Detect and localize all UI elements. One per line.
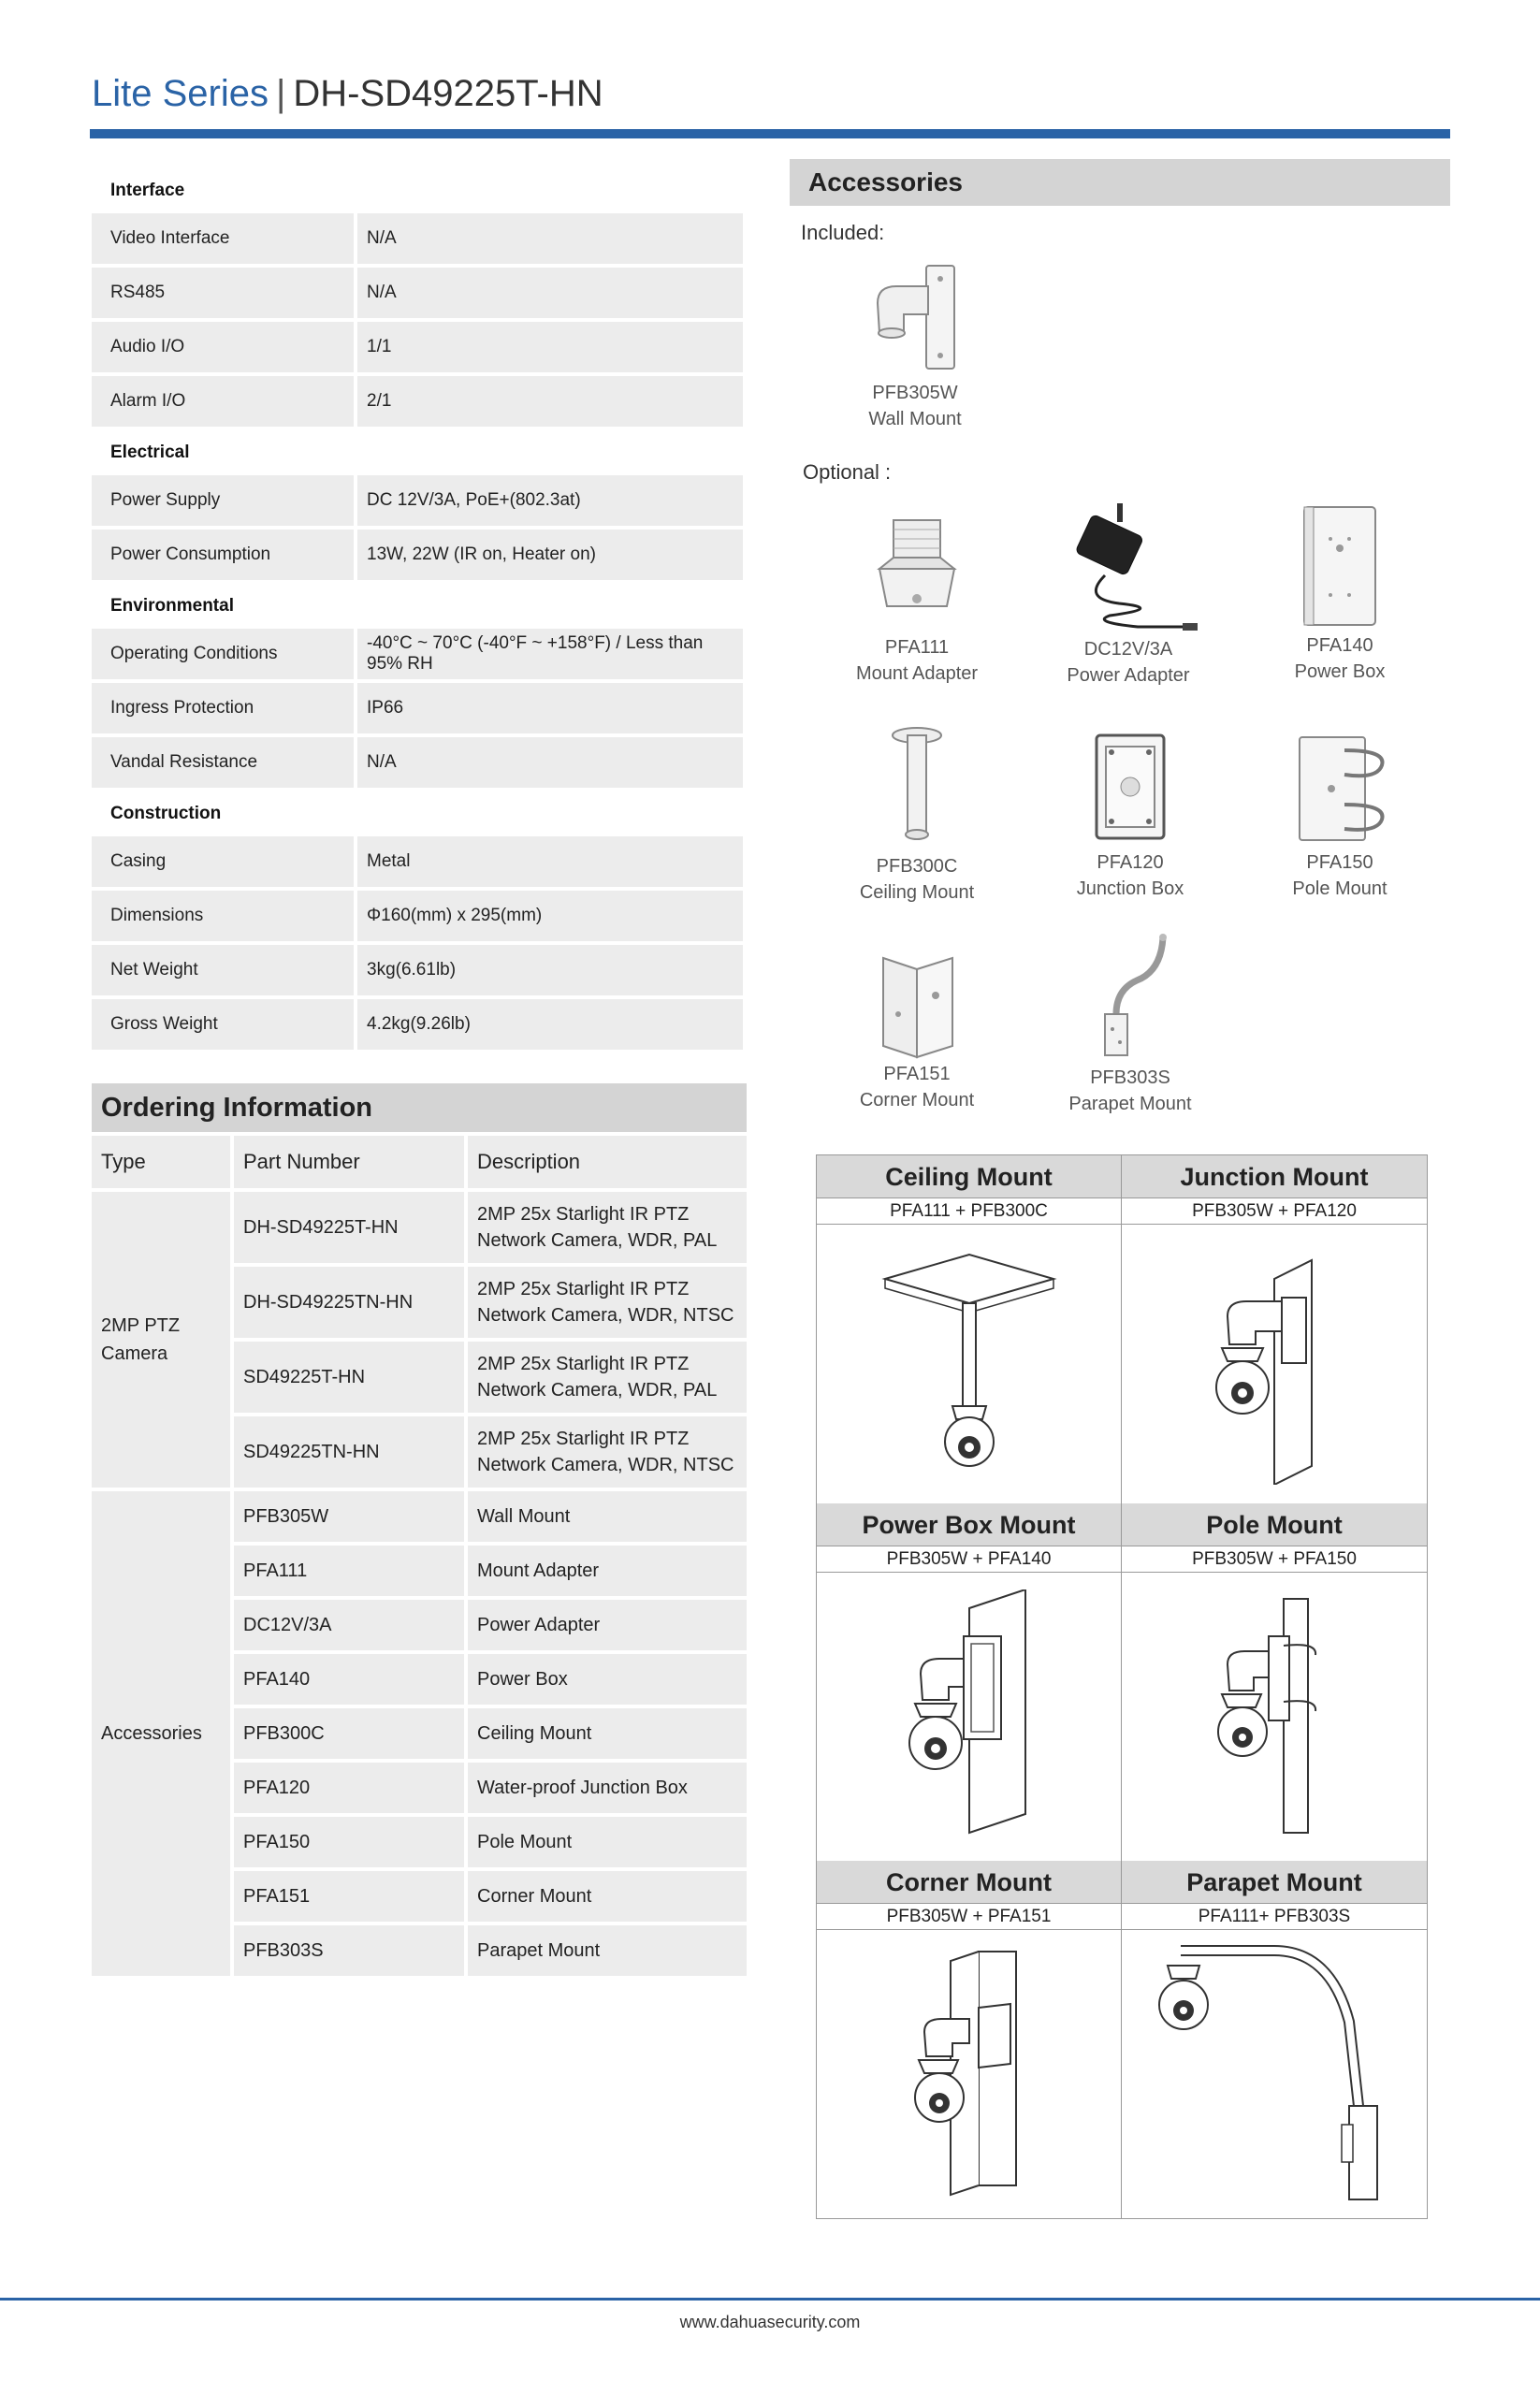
accessory-name: Pole Mount — [1292, 878, 1387, 899]
spec-label: Dimensions — [92, 891, 354, 941]
spec-row — [92, 737, 743, 788]
spec-value: N/A — [357, 213, 743, 264]
spec-row — [92, 836, 743, 887]
spec-label: Audio I/O — [92, 322, 354, 372]
accessory-code: PFA120 — [1097, 852, 1164, 873]
accessory-pfa150 — [1237, 728, 1443, 902]
accessory-code: PFB305W — [872, 383, 958, 403]
spec-value: 13W, 22W (IR on, Heater on) — [357, 530, 743, 580]
table-row — [234, 1925, 747, 1976]
table-row — [234, 1267, 747, 1338]
spec-row — [92, 629, 743, 679]
spec-value: N/A — [357, 268, 743, 318]
accessory-name: Wall Mount — [868, 409, 962, 429]
accessory-pfb303s — [1027, 924, 1233, 1117]
camera-group — [92, 1192, 747, 1488]
accessory-pfa151 — [814, 939, 1020, 1113]
table-row — [234, 1192, 747, 1263]
spec-row — [92, 530, 743, 580]
description: 2MP 25x Starlight IR PTZ Network Camera, WDR, NTSC — [468, 1416, 747, 1488]
table-row — [234, 1871, 747, 1922]
power-adapter-icon — [1053, 496, 1203, 636]
table-row — [234, 1546, 747, 1596]
mount-title: Junction Mount — [1122, 1155, 1427, 1198]
part-number: PFB303S — [234, 1925, 464, 1976]
description: Mount Adapter — [468, 1546, 747, 1596]
mount-grid — [816, 1154, 1428, 2219]
footer-url[interactable]: www.dahuasecurity.com — [679, 2313, 861, 2331]
accessories-group — [92, 1491, 747, 1976]
spec-label: RS485 — [92, 268, 354, 318]
spec-value: IP66 — [357, 683, 743, 733]
header-rule — [90, 129, 1450, 138]
mount-cell-pole — [1122, 1503, 1427, 1861]
spec-label: Operating Conditions — [92, 629, 354, 679]
spec-label: Gross Weight — [92, 999, 354, 1050]
mount-adapter-icon — [861, 513, 973, 634]
part-number: DC12V/3A — [234, 1600, 464, 1650]
table-row — [234, 1708, 747, 1759]
accessory-code: PFA140 — [1306, 635, 1373, 656]
spec-row — [92, 213, 743, 264]
col-type: Type — [92, 1136, 230, 1188]
description: 2MP 25x Starlight IR PTZ Network Camera, WDR, PAL — [468, 1192, 747, 1263]
optional-label: Optional : — [803, 460, 892, 484]
table-row — [234, 1342, 747, 1413]
description: Corner Mount — [468, 1871, 747, 1922]
description: 2MP 25x Starlight IR PTZ Network Camera, WDR, NTSC — [468, 1267, 747, 1338]
corner-mount-icon — [870, 939, 964, 1061]
spec-row — [92, 891, 743, 941]
accessory-name: Power Box — [1294, 661, 1386, 682]
parapet-mount-icon — [1079, 924, 1182, 1065]
ordering-header-row — [92, 1136, 747, 1188]
ceiling-mount-drawing-icon — [866, 1241, 1072, 1485]
table-row — [234, 1817, 747, 1867]
included-label: Included: — [801, 221, 885, 244]
spec-label: Power Supply — [92, 475, 354, 526]
part-number: PFA111 — [234, 1546, 464, 1596]
description: Water-proof Junction Box — [468, 1763, 747, 1813]
spec-value: 3kg(6.61lb) — [357, 945, 743, 995]
accessories-title: Accessories — [790, 159, 1450, 206]
series-title: Lite Series — [92, 73, 269, 114]
spec-label: Video Interface — [92, 213, 354, 264]
section-heading-electrical: Electrical — [110, 443, 190, 462]
accessory-dc12v — [1025, 496, 1231, 689]
spec-table — [92, 168, 743, 1053]
part-number: SD49225T-HN — [234, 1342, 464, 1413]
corner-mount-drawing-icon — [866, 1942, 1072, 2204]
mount-title: Ceiling Mount — [817, 1155, 1121, 1198]
ordering-title: Ordering Information — [92, 1083, 747, 1132]
type-accessories: Accessories — [92, 1491, 230, 1976]
mount-subtitle: PFA111 + PFB300C — [817, 1198, 1121, 1225]
spec-value: N/A — [357, 737, 743, 788]
spec-row — [92, 475, 743, 526]
section-heading-environmental: Environmental — [110, 596, 234, 616]
junction-mount-drawing-icon — [1171, 1241, 1377, 1485]
accessory-code: PFB303S — [1090, 1067, 1170, 1088]
parapet-mount-drawing-icon — [1143, 1938, 1405, 2209]
table-row — [234, 1600, 747, 1650]
spec-label: Casing — [92, 836, 354, 887]
spec-label: Alarm I/O — [92, 376, 354, 427]
accessory-pfb300c — [814, 722, 1020, 906]
table-row — [234, 1763, 747, 1813]
spec-row — [92, 945, 743, 995]
table-row — [234, 1416, 747, 1488]
page-header — [92, 67, 603, 120]
accessory-name: Power Adapter — [1067, 665, 1190, 686]
mount-title: Power Box Mount — [817, 1503, 1121, 1546]
accessory-name: Ceiling Mount — [859, 882, 975, 903]
spec-value: 4.2kg(9.26lb) — [357, 999, 743, 1050]
spec-label: Net Weight — [92, 945, 354, 995]
mount-title: Parapet Mount — [1122, 1861, 1427, 1904]
spec-row — [92, 268, 743, 318]
description: 2MP 25x Starlight IR PTZ Network Camera, WDR, PAL — [468, 1342, 747, 1413]
mount-cell-parapet — [1122, 1861, 1427, 2218]
part-number: PFA151 — [234, 1871, 464, 1922]
junction-box-icon — [1083, 728, 1177, 849]
part-number: PFA120 — [234, 1763, 464, 1813]
mount-cell-corner — [817, 1861, 1122, 2218]
mount-subtitle: PFB305W + PFA151 — [817, 1904, 1121, 1930]
accessory-pfb305w — [812, 258, 1018, 432]
part-number: PFA150 — [234, 1817, 464, 1867]
pole-mount-drawing-icon — [1171, 1589, 1377, 1842]
accessory-code: PFA150 — [1306, 852, 1373, 873]
col-description: Description — [468, 1136, 747, 1188]
part-number: PFA140 — [234, 1654, 464, 1705]
part-number: DH-SD49225TN-HN — [234, 1267, 464, 1338]
description: Pole Mount — [468, 1817, 747, 1867]
col-part-number: Part Number — [234, 1136, 464, 1188]
spec-value: Φ160(mm) x 295(mm) — [357, 891, 743, 941]
accessory-code: DC12V/3A — [1083, 639, 1173, 660]
description: Wall Mount — [468, 1491, 747, 1542]
mount-cell-ceiling — [817, 1155, 1122, 1503]
accessory-name: Junction Box — [1076, 878, 1184, 899]
title-separator: | — [275, 73, 286, 114]
spec-label: Power Consumption — [92, 530, 354, 580]
accessory-name: Mount Adapter — [855, 663, 979, 684]
spec-label: Vandal Resistance — [92, 737, 354, 788]
spec-label: Ingress Protection — [92, 683, 354, 733]
model-title: DH-SD49225T-HN — [293, 73, 603, 114]
accessory-code: PFA151 — [883, 1064, 951, 1084]
mount-subtitle: PFB305W + PFA140 — [817, 1546, 1121, 1573]
spec-row — [92, 999, 743, 1050]
part-number: PFB305W — [234, 1491, 464, 1542]
spec-row — [92, 376, 743, 427]
part-number: SD49225TN-HN — [234, 1416, 464, 1488]
description: Power Adapter — [468, 1600, 747, 1650]
accessory-pfa120 — [1027, 728, 1233, 902]
mount-cell-power-box — [817, 1503, 1122, 1861]
table-row — [234, 1654, 747, 1705]
description: Parapet Mount — [468, 1925, 747, 1976]
footer-rule — [0, 2298, 1540, 2301]
spec-row — [92, 683, 743, 733]
mount-subtitle: PFA111+ PFB303S — [1122, 1904, 1427, 1930]
part-number: PFB300C — [234, 1708, 464, 1759]
ceiling-mount-icon — [870, 722, 964, 853]
accessory-pfa111 — [814, 513, 1020, 687]
ordering-table — [92, 1136, 747, 1980]
mount-title: Corner Mount — [817, 1861, 1121, 1904]
power-box-mount-drawing-icon — [866, 1589, 1072, 1842]
spec-value: 1/1 — [357, 322, 743, 372]
accessory-name: Parapet Mount — [1068, 1094, 1192, 1114]
part-number: DH-SD49225T-HN — [234, 1192, 464, 1263]
mount-subtitle: PFB305W + PFA150 — [1122, 1546, 1427, 1573]
accessory-pfa140 — [1237, 501, 1443, 685]
type-camera: 2MP PTZ Camera — [92, 1192, 230, 1488]
description: Power Box — [468, 1654, 747, 1705]
power-box-icon — [1293, 501, 1387, 632]
spec-value: 2/1 — [357, 376, 743, 427]
accessory-code: PFA111 — [884, 637, 950, 658]
table-row — [234, 1491, 747, 1542]
accessory-code: PFB300C — [876, 856, 958, 877]
wall-mount-icon — [868, 258, 962, 380]
spec-row — [92, 322, 743, 372]
accessory-name: Corner Mount — [859, 1090, 975, 1110]
pole-mount-icon — [1288, 728, 1391, 849]
spec-value: Metal — [357, 836, 743, 887]
description: Ceiling Mount — [468, 1708, 747, 1759]
spec-value: -40°C ~ 70°C (-40°F ~ +158°F) / Less than 95% RH — [357, 629, 743, 679]
mount-subtitle: PFB305W + PFA120 — [1122, 1198, 1427, 1225]
section-heading-interface: Interface — [110, 181, 185, 200]
mount-title: Pole Mount — [1122, 1503, 1427, 1546]
mount-cell-junction — [1122, 1155, 1427, 1503]
spec-value: DC 12V/3A, PoE+(802.3at) — [357, 475, 743, 526]
section-heading-construction: Construction — [110, 804, 222, 823]
